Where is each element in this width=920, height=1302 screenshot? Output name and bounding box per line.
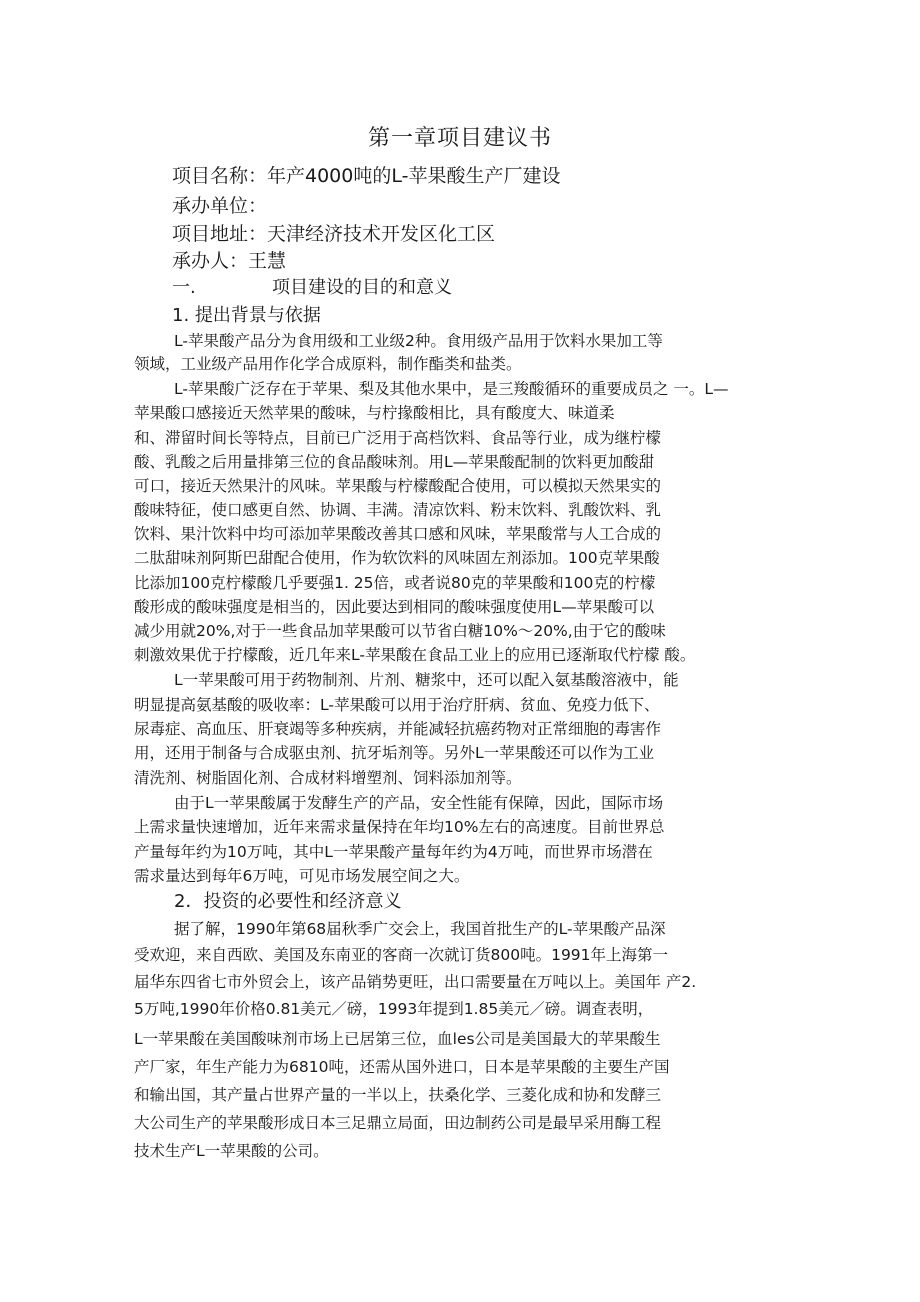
organizer-line: 承办单位：: [172, 195, 268, 217]
paragraph-line: L一苹果酸可用于药物制剂、片剂、糖浆中，还可以配入氨基酸溶液中，能: [174, 671, 679, 689]
paragraph-line: 受欢迎，来自西欧、美国及东南亚的客商一次就订货800吨。1991年上海第一: [134, 946, 669, 964]
paragraph-line: 5万吨,1990年价格0.81美元／磅，1993年提到1.85美元／磅。调查表明，: [134, 1000, 654, 1018]
subsection-heading-2: 2．投资的必要性和经济意义: [174, 891, 402, 912]
project-name-line: 项目名称：年产4000吨的L-苹果酸生产厂建设: [172, 165, 561, 187]
paragraph-line: 刺激效果优于拧檬酸，近几年来L-苹果酸在食品工业上的应用已逐渐取代柠檬 酸。: [134, 646, 696, 664]
paragraph-line: 和、滞留时间长等特点，目前已广泛用于高档饮料、食品等行业，成为继柠檬: [134, 429, 662, 447]
paragraph-line: L-苹果酸广泛存在于苹果、梨及其他水果中，是三羧酸循环的重要成员之 一。L—: [174, 380, 729, 398]
paragraph-line: 酸、乳酸之后用量排第三位的食品酸味剂。用L—苹果酸配制的饮料更加酸甜: [134, 453, 655, 471]
paragraph-line: 上需求量快速增加，近年来需求量保持在年均10%左右的高速度。目前世界总: [134, 818, 665, 836]
paragraph-line: 届华东四省七市外贸会上，该产品销势更旺，出口需要量在万吨以上。美国年 产2.: [134, 973, 697, 991]
subsection-heading-1: 1. 提出背景与依据: [172, 305, 321, 326]
paragraph-line: 明显提高氨基酸的吸收率：L-苹果酸可以用于治疗肝病、贫血、免疫力低下、: [134, 696, 660, 714]
paragraph-line: 技术生产L一苹果酸的公司。: [134, 1142, 329, 1160]
paragraph-line: 产厂家，年生产能力为6810吨，还需从国外进口，日本是苹果酸的主要生产国: [134, 1058, 670, 1076]
paragraph-line: 需求量达到每年6万吨，可见市场发展空间之大。: [134, 867, 470, 885]
paragraph-line: 用，还用于制备与合成驱虫剂、抗牙垢剂等。另外L一苹果酸还可以作为工业: [134, 744, 655, 762]
paragraph-line: 酸形成的酸味强度是相当的，因此要达到相同的酸味强度使用L—苹果酸可以: [134, 598, 655, 616]
contractor-line: 承办人：王慧: [172, 250, 287, 272]
paragraph-line: 饮料、果汁饮料中均可添加苹果酸改善其口感和风味，苹果酸常与人工合成的: [134, 525, 662, 543]
project-address-line: 项目地址：天津经济技术开发区化工区: [172, 223, 496, 245]
paragraph-line: 酸味特征，使口感更自然、协调、丰满。清凉饮料、粉末饮料、乳酸饮料、乳: [134, 501, 662, 519]
paragraph-line: 由于L一苹果酸属于发酵生产的产品，安全性能有保障，因此，国际市场: [174, 794, 664, 812]
paragraph-line: 比添加100克柠檬酸几乎要强1. 25倍，或者说80克的苹果酸和100克的柠檬: [134, 574, 656, 592]
paragraph-line: 大公司生产的苹果酸形成日本三足鼎立局面，田边制药公司是最早采用酶工程: [134, 1114, 662, 1132]
paragraph-line: 可口，接近天然果汁的风味。苹果酸与柠檬酸配合使用，可以模拟天然果实的: [134, 477, 662, 495]
paragraph-line: 领域，工业级产品用作化学合成原料，制作酯类和盐类。: [134, 355, 522, 373]
section-heading-title: 项目建设的目的和意义: [272, 277, 452, 298]
paragraph-line: 清洗剂、树脂固化剂、合成材料增塑剂、饲料添加剂等。: [134, 769, 522, 787]
chapter-title: 第一章项目建议书: [367, 126, 552, 151]
paragraph-line: 据了解，1990年第68届秋季广交会上，我国首批生产的L-苹果酸产品深: [174, 920, 666, 938]
paragraph-line: 减少用就20%,对于一些食品加苹果酸可以节省白糖10%～20%,由于它的酸味: [134, 622, 666, 640]
paragraph-line: L-苹果酸产品分为食用级和工业级2种。食用级产品用于饮料水果加工等: [174, 332, 663, 350]
paragraph-line: 产量每年约为10万吨，其中L一苹果酸产量每年约为4万吨，而世界市场潜在: [134, 843, 653, 861]
paragraph-line: 和输出国，其产量占世界产量的一半以上，扶桑化学、三菱化成和协和发酵三: [134, 1086, 662, 1104]
paragraph-line: 尿毒症、高血压、肝衰竭等多种疾病，并能减轻抗癌药物对正常细胞的毒害作: [134, 720, 662, 738]
section-heading-number: 一.: [172, 277, 196, 298]
paragraph-line: 苹果酸口感接近天然苹果的酸味，与柠掾酸相比，具有酸度大、味道柔: [134, 404, 615, 422]
paragraph-line: 二肽甜味剂阿斯巴甜配合使用，作为软饮料的风味固左剂添加。100克苹果酸: [134, 549, 660, 567]
paragraph-line: L一苹果酸在美国酸味剂市场上已居第三位，血les公司是美国最大的苹果酸生: [134, 1030, 661, 1048]
